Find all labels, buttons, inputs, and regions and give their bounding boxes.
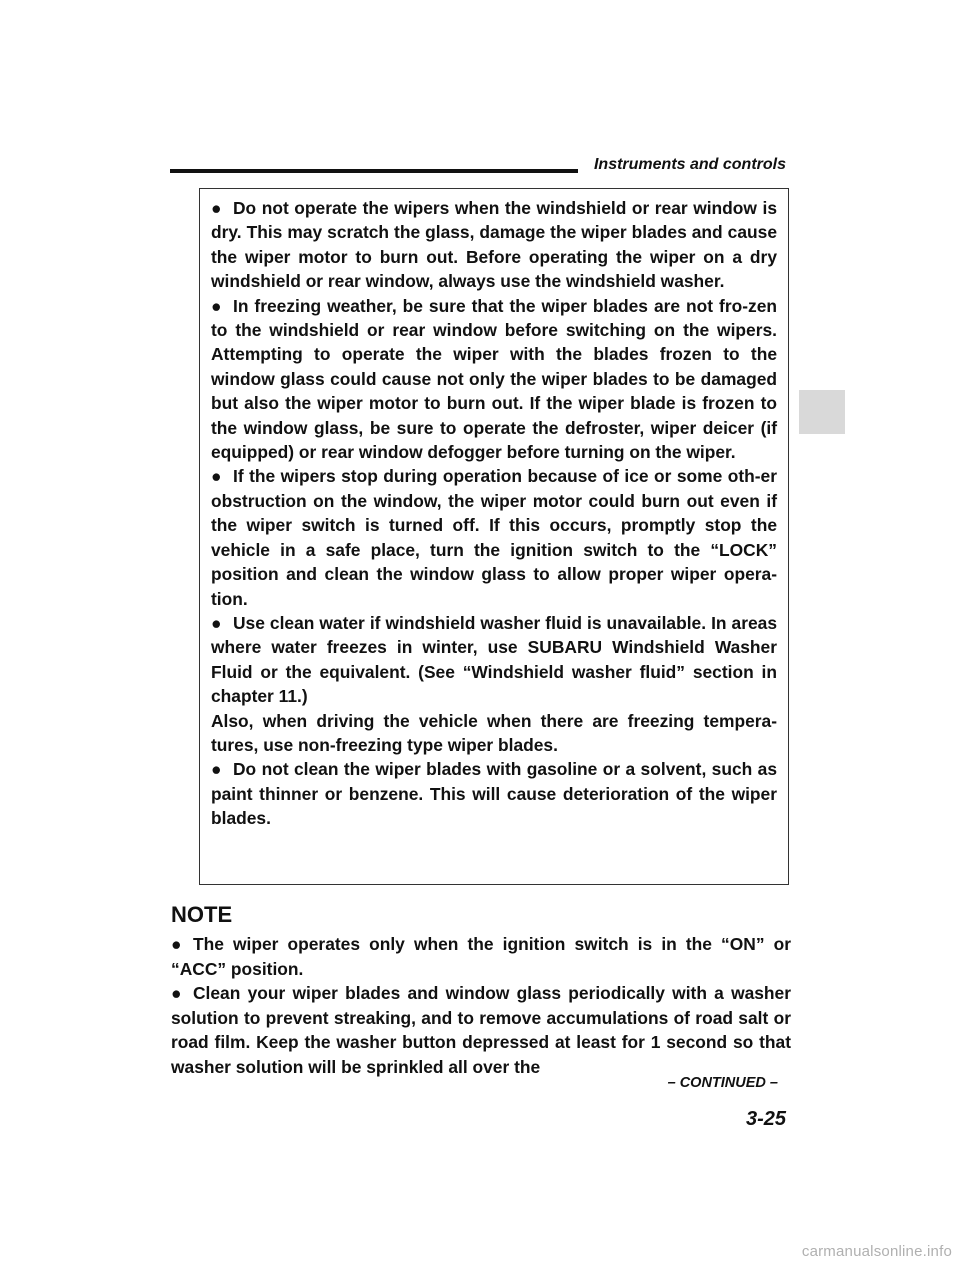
bullet-icon: ● (211, 198, 222, 218)
note-section (171, 902, 791, 1080)
section-title: Instruments and controls (593, 156, 786, 173)
warning-paragraph (211, 611, 777, 709)
warning-paragraph (211, 709, 777, 758)
page-number: 3-25 (745, 1108, 786, 1130)
warning-text: Also, when driving the vehicle when there are freezing tempera-tures, use non-freezing type wiper blades. (211, 710, 777, 755)
note-text: The wiper operates only when the ignition switch is in the “ON” or “ACC” position. (171, 934, 791, 979)
warning-paragraph (211, 464, 777, 610)
bullet-icon: ● (211, 612, 222, 633)
warning-text: Do not operate the wipers when the windshield or rear window is dry. This may scratch the glass, damage the wiper blades and cause the wiper motor to burn out. Before operating the wiper on a dry windshield or rear window, always use the windshield washer. (211, 198, 777, 292)
continued-label: – CONTINUED – (667, 1075, 778, 1091)
warning-paragraph (211, 757, 777, 830)
note-paragraph (171, 932, 791, 981)
chapter-tab-marker (799, 390, 845, 434)
warning-text: Use clean water if windshield washer fluid is unavailable. In areas where water freezes in winter, use SUBARU Windshield Washer Fluid or the equivalent. (See “Windshield washer fluid” section in chapter 11.) (211, 612, 777, 707)
bullet-icon: ● (171, 934, 182, 954)
bullet-icon: ● (171, 983, 182, 1004)
warning-text: In freezing weather, be sure that the wiper blades are not fro-zen to the windshield or rear window before switching on the wipers. Attempting to operate the wiper with the blades frozen to the window glass could cause not only the wiper blades to be damaged but also the wiper motor to burn out. If the wiper blade is frozen to the window glass, be sure to operate the defroster, wiper deicer (if equipped) or rear window defogger before turning on the wiper. (211, 295, 777, 463)
warning-text: Do not clean the wiper blades with gasoline or a solvent, such as paint thinner or benzene. This will cause deterioration of the wiper blades. (211, 759, 777, 829)
note-paragraph (171, 981, 791, 1079)
warning-paragraph (211, 294, 777, 465)
note-text: Clean your wiper blades and window glass periodically with a washer solution to prevent streaking, and to remove accumulations of road salt or road film. Keep the washer button depressed at least for 1 second so that washer solution will be sprinkled all over the (171, 983, 791, 1077)
warning-text: If the wipers stop during operation because of ice or some oth-er obstruction on the window, the wiper motor could burn out even if the wiper switch is turned off. If this occurs, promptly stop the vehicle in a safe place, turn the ignition switch to the “LOCK” position and clean the window glass to allow proper wiper opera-tion. (211, 466, 777, 609)
header-rule (170, 169, 578, 173)
warning-paragraph (211, 196, 777, 294)
watermark: carmanualsonline.info (801, 1243, 952, 1260)
bullet-icon: ● (211, 295, 222, 316)
note-heading: NOTE (171, 902, 233, 927)
bullet-icon: ● (211, 759, 222, 780)
bullet-icon: ● (211, 466, 222, 487)
warning-box (199, 188, 789, 885)
